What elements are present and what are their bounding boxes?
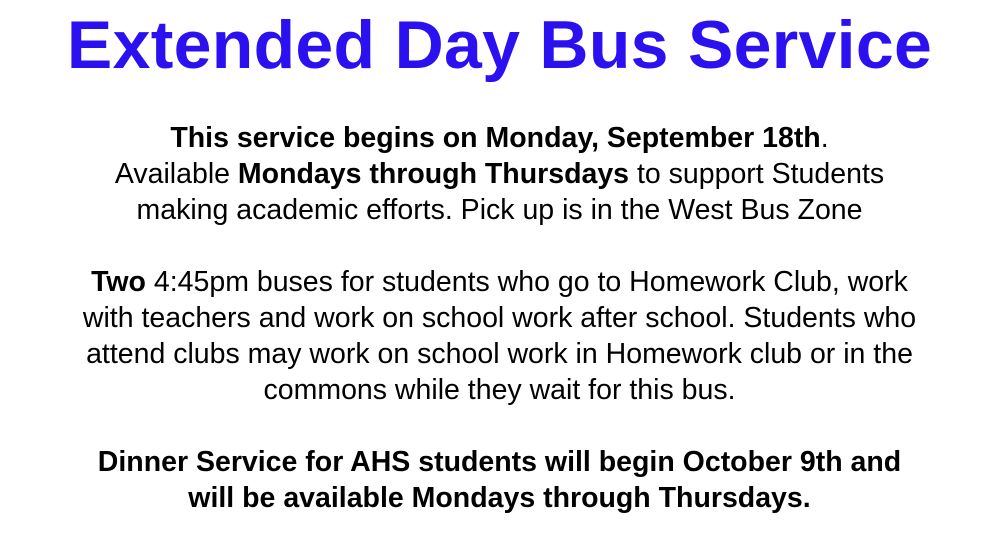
availability-suffix: to support Students — [629, 158, 885, 190]
bus-line-2: with teachers and work on school work after school. Students who — [82, 302, 917, 334]
availability-days: Mondays through Thursdays — [237, 158, 630, 190]
bus-line-1: 4:45pm buses for students who go to Homework Club, work — [145, 266, 908, 298]
bus-line-3: attend clubs may work on school work in Homework club or in the — [86, 338, 913, 370]
availability-prefix: Available — [114, 158, 238, 190]
bus-count: Two — [91, 266, 146, 298]
bus-details-paragraph — [0, 264, 999, 408]
dinner-service-paragraph — [0, 444, 999, 516]
service-start-date: This service begins on Monday, September 18th — [170, 122, 821, 154]
service-start-period: . — [820, 122, 829, 154]
dinner-line-2: will be available Mondays through Thursdays. — [188, 482, 811, 514]
flyer-title: Extended Day Bus Service — [66, 7, 933, 83]
dinner-line-1: Dinner Service for AHS students will begin October 9th and — [97, 446, 902, 478]
service-start-paragraph — [0, 120, 999, 228]
bus-line-4: commons while they wait for this bus. — [263, 374, 736, 406]
pickup-info: making academic efforts. Pick up is in the West Bus Zone — [136, 194, 863, 226]
